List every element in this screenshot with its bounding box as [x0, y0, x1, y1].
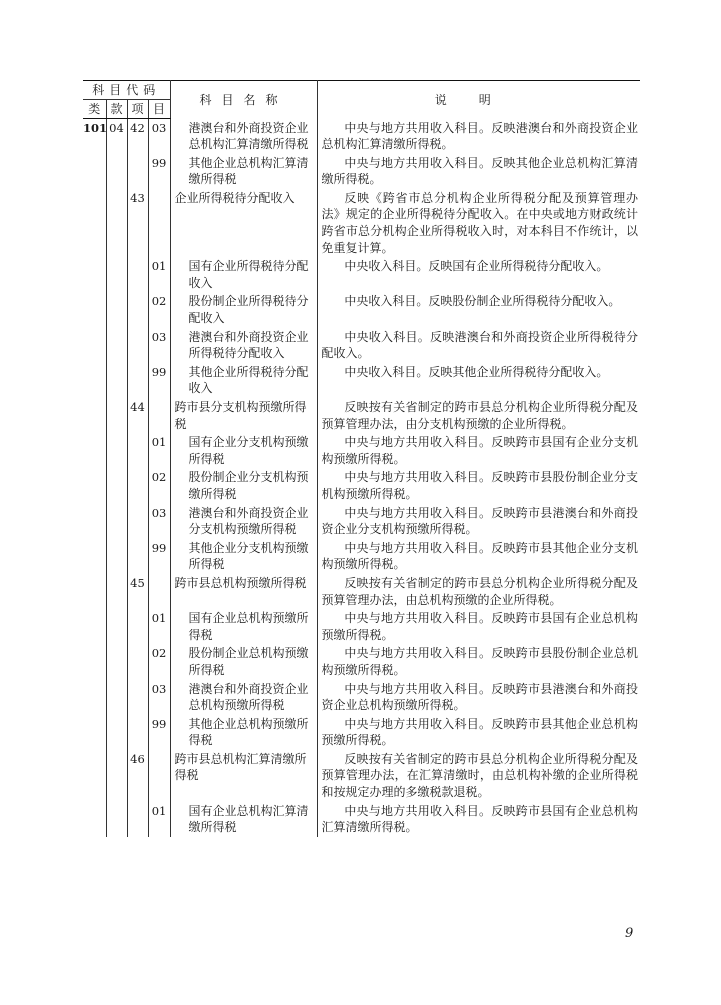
subject-name-cell: 股份制企业所得税待分配收入 — [170, 292, 317, 327]
code-lei-cell — [83, 398, 106, 433]
code-xiang-cell: 46 — [127, 750, 148, 802]
code-mu-cell: 99 — [148, 363, 170, 398]
table-row — [83, 539, 640, 574]
code-mu-cell: 99 — [148, 715, 170, 750]
code-mu-cell: 01 — [148, 433, 170, 468]
code-xiang-cell: 42 — [127, 119, 148, 154]
code-xiang-cell — [127, 328, 148, 363]
code-kuan-cell: 04 — [106, 119, 127, 154]
table-header — [83, 81, 640, 119]
code-lei-cell — [83, 328, 106, 363]
table-row — [83, 433, 640, 468]
code-kuan-cell — [106, 539, 127, 574]
code-mu-cell: 01 — [148, 257, 170, 292]
subject-name-cell: 国有企业总机构预缴所得税 — [170, 609, 317, 644]
code-xiang-cell — [127, 292, 148, 327]
code-mu-cell — [148, 574, 170, 609]
subject-name-cell: 其他企业总机构预缴所得税 — [170, 715, 317, 750]
code-kuan-cell — [106, 680, 127, 715]
code-kuan-cell — [106, 504, 127, 539]
subject-name-cell: 跨市县总机构汇算清缴所得税 — [170, 750, 317, 802]
description-cell: 反映按有关省制定的跨市县总分机构企业所得税分配及预算管理办法，由分支机构预缴的企业所得税。 — [321, 400, 639, 431]
code-mu-cell: 01 — [148, 609, 170, 644]
code-lei-cell — [83, 292, 106, 327]
description-cell: 中央与地方共用收入科目。反映跨市县港澳台和外商投资企业分支机构预缴所得税。 — [321, 505, 639, 537]
code-lei-cell — [83, 154, 106, 189]
code-kuan-cell — [106, 750, 127, 802]
code-kuan-cell — [106, 433, 127, 468]
subject-code-table — [83, 80, 640, 837]
subject-name-cell: 股份制企业分支机构预缴所得税 — [170, 468, 317, 503]
code-xiang-cell: 44 — [127, 398, 148, 433]
code-kuan-cell — [106, 154, 127, 189]
code-lei-cell — [83, 539, 106, 574]
table-row — [83, 504, 640, 539]
header-description: 说明 — [317, 81, 640, 119]
code-mu-cell: 02 — [148, 292, 170, 327]
code-mu-cell: 02 — [148, 468, 170, 503]
code-lei-cell — [83, 644, 106, 679]
description-cell: 中央与地方共用收入科目。反映跨市县国有企业分支机构预缴所得税。 — [321, 435, 639, 466]
table-row — [83, 292, 640, 327]
description-cell: 反映《跨省市总分机构企业所得税分配及预算管理办法》规定的企业所得税待分配收入。在中央或地方财政统计跨省市总分机构企业所得税收入时，对本科目不作统计，以免重复计算。 — [321, 190, 639, 255]
description-cell: 中央与地方共用收入科目。反映跨市县股份制企业总机构预缴所得税。 — [321, 646, 639, 677]
code-kuan-cell — [106, 644, 127, 679]
code-kuan-cell — [106, 363, 127, 398]
code-kuan-cell — [106, 292, 127, 327]
header-kuan: 款 — [106, 100, 127, 119]
code-mu-cell: 01 — [148, 802, 170, 837]
code-lei-cell — [83, 189, 106, 257]
description-cell: 中央与地方共用收入科目。反映跨市县港澳台和外商投资企业总机构预缴所得税。 — [321, 681, 639, 713]
code-lei-cell — [83, 574, 106, 609]
code-kuan-cell — [106, 189, 127, 257]
subject-name-cell: 国有企业所得税待分配收入 — [170, 257, 317, 292]
table-row — [83, 328, 640, 363]
table-row — [83, 119, 640, 154]
code-mu-cell: 03 — [148, 680, 170, 715]
subject-name-cell: 其他企业分支机构预缴所得税 — [170, 539, 317, 574]
subject-name-cell: 其他企业总机构汇算清缴所得税 — [170, 154, 317, 189]
header-mu: 目 — [148, 100, 170, 119]
code-lei-cell — [83, 680, 106, 715]
table-row — [83, 609, 640, 644]
description-cell: 中央与地方共用收入科目。反映港澳台和外商投资企业总机构汇算清缴所得税。 — [321, 120, 639, 152]
code-xiang-cell — [127, 257, 148, 292]
code-lei-cell — [83, 715, 106, 750]
subject-name-cell: 跨市县分支机构预缴所得税 — [170, 398, 317, 433]
table-row — [83, 363, 640, 398]
header-code-group: 科目代码 — [83, 81, 170, 100]
description-cell: 反映按有关省制定的跨市县总分机构企业所得税分配及预算管理办法，由总机构预缴的企业所得税。 — [321, 575, 639, 607]
table-row — [83, 468, 640, 503]
code-mu-cell: 99 — [148, 154, 170, 189]
description-cell: 中央与地方共用收入科目。反映其他企业总机构汇算清缴所得税。 — [321, 155, 639, 187]
code-mu-cell — [148, 750, 170, 802]
subject-name-cell: 港澳台和外商投资企业总机构汇算清缴所得税 — [170, 119, 317, 154]
code-kuan-cell — [106, 715, 127, 750]
code-xiang-cell — [127, 433, 148, 468]
table-row — [83, 574, 640, 609]
code-mu-cell: 02 — [148, 644, 170, 679]
subject-name-cell: 国有企业总机构汇算清缴所得税 — [170, 802, 317, 837]
code-lei-cell — [83, 363, 106, 398]
code-mu-cell: 03 — [148, 328, 170, 363]
subject-name-cell: 港澳台和外商投资企业分支机构预缴所得税 — [170, 504, 317, 539]
code-mu-cell: 03 — [148, 504, 170, 539]
code-xiang-cell — [127, 363, 148, 398]
page-number: 9 — [625, 926, 634, 941]
description-cell: 中央与地方共用收入科目。反映跨市县国有企业总机构汇算清缴所得税。 — [321, 803, 639, 835]
code-xiang-cell — [127, 154, 148, 189]
table-row — [83, 398, 640, 433]
code-lei-cell — [83, 433, 106, 468]
code-lei-cell — [83, 468, 106, 503]
subject-name-cell: 股份制企业总机构预缴所得税 — [170, 644, 317, 679]
description-cell: 中央收入科目。反映其他企业所得税待分配收入。 — [344, 364, 609, 379]
description-cell: 中央收入科目。反映股份制企业所得税待分配收入。 — [344, 294, 621, 309]
code-lei-cell — [83, 609, 106, 644]
table-row — [83, 644, 640, 679]
subject-name-cell: 其他企业所得税待分配收入 — [170, 363, 317, 398]
code-mu-cell: 03 — [148, 119, 170, 154]
code-kuan-cell — [106, 398, 127, 433]
subject-name-cell: 国有企业分支机构预缴所得税 — [170, 433, 317, 468]
code-kuan-cell — [106, 328, 127, 363]
header-lei: 类 — [83, 100, 106, 119]
subject-name-cell: 企业所得税待分配收入 — [170, 189, 317, 257]
subject-name-cell: 跨市县总机构预缴所得税 — [170, 574, 317, 609]
code-xiang-cell: 43 — [127, 189, 148, 257]
table-body — [83, 119, 640, 837]
subject-name-cell: 港澳台和外商投资企业所得税待分配收入 — [170, 328, 317, 363]
description-cell: 中央与地方共用收入科目。反映跨市县其他企业分支机构预缴所得税。 — [321, 540, 639, 572]
description-cell: 中央与地方共用收入科目。反映跨市县股份制企业分支机构预缴所得税。 — [321, 470, 639, 501]
code-lei-cell — [83, 257, 106, 292]
code-lei-cell: 101 — [83, 119, 106, 154]
code-mu-cell — [148, 189, 170, 257]
code-mu-cell: 99 — [148, 539, 170, 574]
code-kuan-cell — [106, 802, 127, 837]
table-row — [83, 189, 640, 257]
description-cell: 中央与地方共用收入科目。反映跨市县其他企业总机构预缴所得税。 — [321, 716, 639, 748]
code-mu-cell — [148, 398, 170, 433]
code-xiang-cell: 45 — [127, 574, 148, 609]
code-xiang-cell — [127, 504, 148, 539]
code-xiang-cell — [127, 609, 148, 644]
code-xiang-cell — [127, 539, 148, 574]
code-xiang-cell — [127, 468, 148, 503]
code-xiang-cell — [127, 802, 148, 837]
code-xiang-cell — [127, 715, 148, 750]
table-row — [83, 154, 640, 189]
code-lei-cell — [83, 750, 106, 802]
header-xiang: 项 — [127, 100, 148, 119]
description-cell: 反映按有关省制定的跨市县总分机构企业所得税分配及预算管理办法，在汇算清缴时，由总机构补缴的企业所得税和按规定办理的多缴税款退税。 — [321, 751, 639, 800]
code-kuan-cell — [106, 574, 127, 609]
code-lei-cell — [83, 802, 106, 837]
table-row — [83, 257, 640, 292]
code-kuan-cell — [106, 468, 127, 503]
code-lei-cell — [83, 504, 106, 539]
description-cell: 中央收入科目。反映港澳台和外商投资企业所得税待分配收入。 — [321, 329, 639, 361]
description-cell: 中央与地方共用收入科目。反映跨市县国有企业总机构预缴所得税。 — [321, 611, 639, 642]
header-subject-name: 科目名称 — [170, 81, 317, 119]
code-kuan-cell — [106, 609, 127, 644]
description-cell: 中央收入科目。反映国有企业所得税待分配收入。 — [344, 259, 609, 274]
table-row — [83, 750, 640, 802]
code-kuan-cell — [106, 257, 127, 292]
subject-name-cell: 港澳台和外商投资企业总机构预缴所得税 — [170, 680, 317, 715]
table-row — [83, 715, 640, 750]
table-row — [83, 802, 640, 837]
table-row — [83, 680, 640, 715]
code-xiang-cell — [127, 644, 148, 679]
code-xiang-cell — [127, 680, 148, 715]
